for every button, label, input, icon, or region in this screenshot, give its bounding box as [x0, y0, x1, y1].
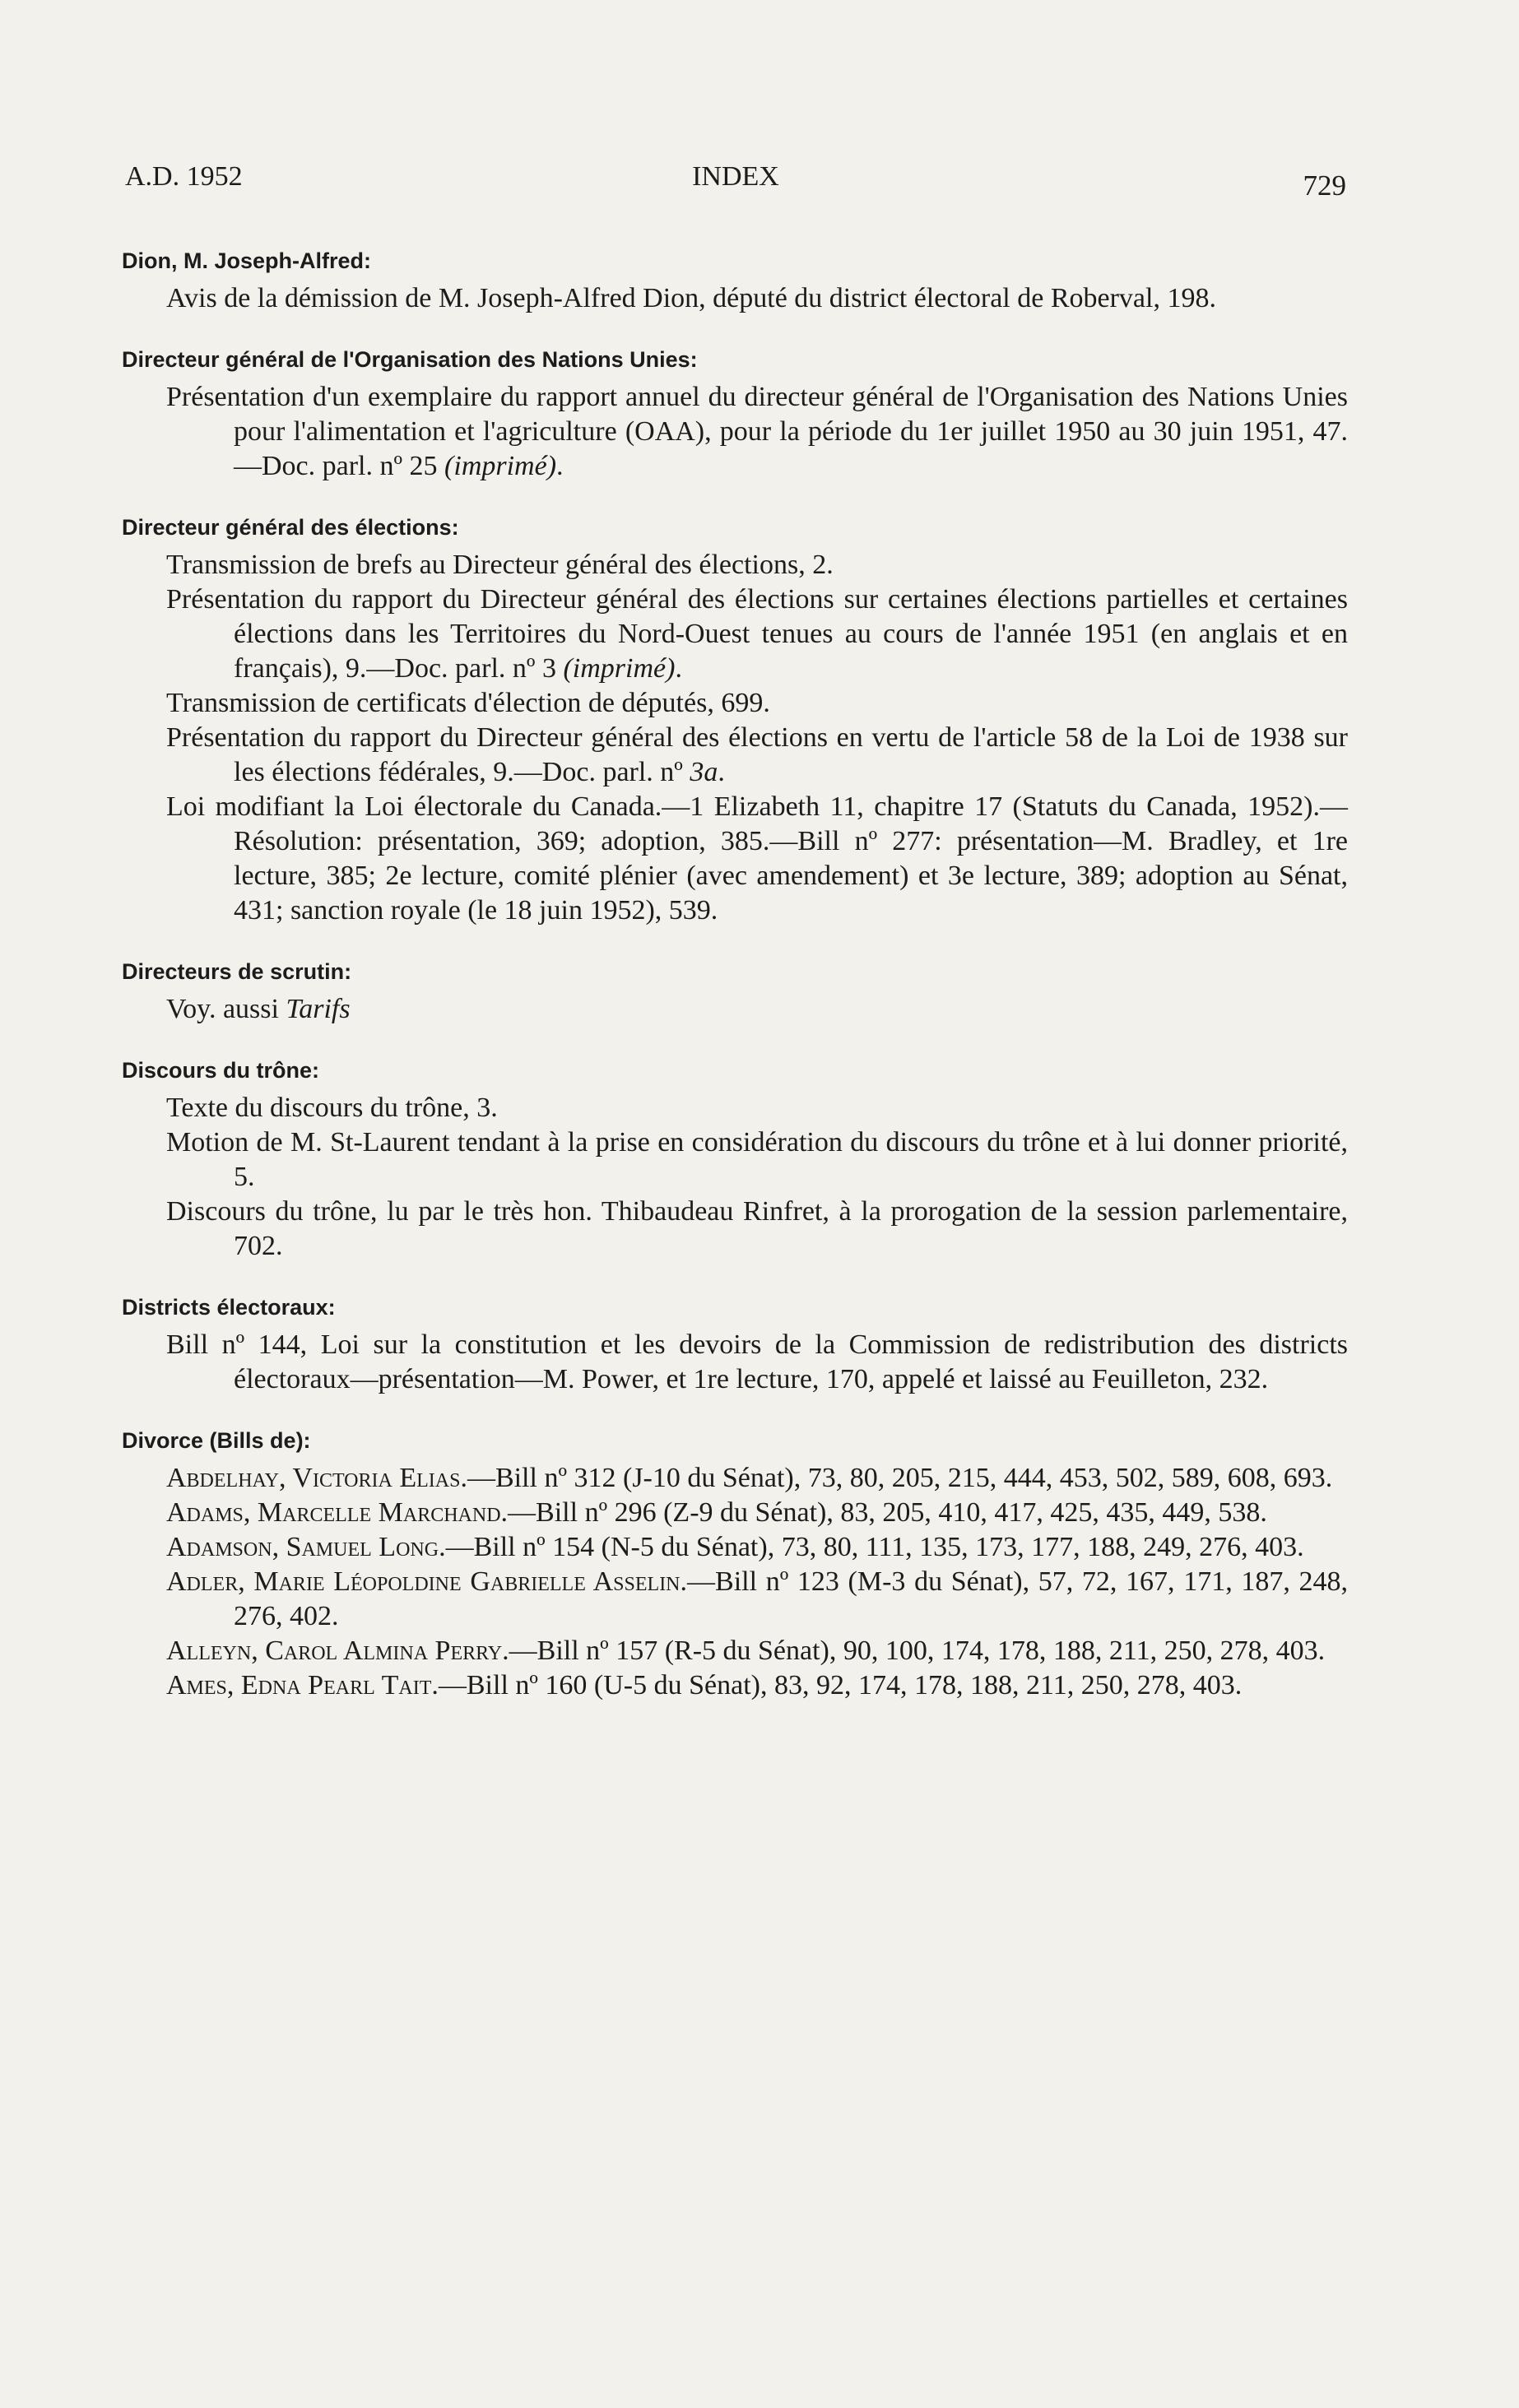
entry-name: Adler, Marie Léopoldine Gabrielle Asselin. [166, 1566, 688, 1597]
entry-italic: (imprimé) [444, 451, 557, 481]
index-entry [122, 1634, 1348, 1668]
index-entry [122, 1565, 1348, 1634]
index-heading: Dion, M. Joseph-Alfred: [122, 248, 371, 273]
entry-italic: 3a [690, 757, 718, 787]
index-entry [122, 1091, 1348, 1125]
index-entry [122, 686, 1348, 721]
index-entry [122, 1328, 1348, 1397]
index-entry [122, 1125, 1348, 1195]
index-entry: Présentation du rapport du Directeur général des élections en vertu de l'article 58 de la Loi de 1938 sur les élections fédérales, 9.—Doc. parl. nº 3a. [166, 722, 1348, 787]
index-heading: Discours du trône: [122, 1058, 320, 1083]
index-entry [122, 790, 1348, 928]
entry-text: Présentation du rapport du Directeur général des élections sur certaines élections partielles et certaines élections dans les Territoires du Nord-Ouest tenues au cours de l'année 1951 (en anglais et en français), 9.—Doc. parl. nº 3 [166, 584, 1348, 684]
entry-italic: (imprimé) [563, 653, 676, 684]
index-entry [122, 1496, 1348, 1530]
index-entry [122, 992, 1348, 1027]
index-heading: Directeur général de l'Organisation des Nations Unies: [122, 347, 698, 372]
index-section [122, 513, 1348, 928]
entry-name: Alleyn, Carol Almina Perry. [166, 1635, 509, 1666]
index-heading: Directeurs de scrutin: [122, 959, 352, 984]
entry-text: Texte du discours du trône, 3. [166, 1093, 498, 1123]
entry-text: Bill nº 144, Loi sur la constitution et les devoirs de la Commission de redistribution des districts électoraux—présentation—M. Power, et 1re lecture, 170, appelé et laissé au Feuilleton, 232. [166, 1329, 1348, 1394]
entry-text: —Bill nº 157 (R-5 du Sénat), 90, 100, 174, 178, 188, 211, 250, 278, 403. [509, 1635, 1326, 1666]
index-heading: Divorce (Bills de): [122, 1428, 311, 1453]
index-heading: Districts électoraux: [122, 1295, 336, 1320]
entry-text: Voy. aussi [166, 994, 286, 1024]
entry-name: Adamson, Samuel Long. [166, 1532, 446, 1562]
entry-text: Transmission de brefs au Directeur général des élections, 2. [166, 550, 834, 580]
header-year: A.D. 1952 [125, 161, 243, 192]
entry-text: —Bill nº 123 (M-3 du Sénat), 57, 72, 167, 171, 187, 248, 276, 402. [234, 1566, 1349, 1631]
index-section [122, 1056, 1348, 1264]
entry-text: Présentation du rapport du Directeur général des élections en vertu de l'article 58 de la Loi de 1938 sur les élections fédérales, 9.—Doc. parl. nº [166, 722, 1348, 787]
running-head [125, 161, 1346, 202]
entry-text: Motion de M. St-Laurent tendant à la prise en considération du discours du trône et à lui donner priorité, 5. [166, 1127, 1348, 1192]
entry-text: Présentation d'un exemplaire du rapport annuel du directeur général de l'Organisation des Nations Unies pour l'alimentation et l'agriculture (OAA), pour la période du 1er juillet 1950 au 30 juin 1951, 47.—Doc. parl. nº 25 [166, 382, 1348, 481]
index-entry [122, 1530, 1348, 1565]
entry-text: —Bill nº 160 (U-5 du Sénat), 83, 92, 174, 178, 188, 211, 250, 278, 403. [438, 1670, 1243, 1700]
index-entry [122, 281, 1348, 316]
entry-text: Discours du trône, lu par le très hon. Thibaudeau Rinfret, à la prorogation de la session parlementaire, 702. [166, 1196, 1348, 1261]
index-section [122, 247, 1348, 316]
entry-text: Loi modifiant la Loi électorale du Canada.—1 Elizabeth 11, chapitre 17 (Statuts du Canada, 1952).—Résolution: présentation, 369; adoption, 385.—Bill nº 277: présentation—M. Bradley, et 1re lecture, 385; 2e lecture, comité plénier (avec amendement) et 3e lecture, 389; adoption au Sénat, 431; sanction royale (le 18 juin 1952), 539. [166, 791, 1348, 926]
entry-name: Abdelhay, Victoria Elias. [166, 1463, 467, 1493]
index-section [122, 1293, 1348, 1397]
index-entry [122, 548, 1348, 582]
entry-name: Adams, Marcelle Marchand. [166, 1497, 509, 1528]
index-heading: Directeur général des élections: [122, 515, 459, 540]
entry-text: Avis de la démission de M. Joseph-Alfred Dion, député du district électoral de Roberval, 198. [166, 283, 1216, 313]
index-section [122, 958, 1348, 1027]
index-section [122, 346, 1348, 484]
index-entry [122, 1461, 1348, 1496]
index-entry [122, 1668, 1348, 1703]
entry-text: —Bill nº 296 (Z-9 du Sénat), 83, 205, 410, 417, 425, 435, 449, 538. [508, 1497, 1267, 1528]
index-section [122, 1427, 1348, 1703]
entry-text: —Bill nº 154 (N-5 du Sénat), 73, 80, 111, 135, 173, 177, 188, 249, 276, 403. [445, 1532, 1304, 1562]
index-entry [122, 1195, 1348, 1264]
entry-text: —Bill nº 312 (J-10 du Sénat), 73, 80, 205, 215, 444, 453, 502, 589, 608, 693. [467, 1463, 1333, 1493]
index-entry: Présentation d'un exemplaire du rapport annuel du directeur général de l'Organisation des Nations Unies pour l'alimentation et l'agriculture (OAA), pour la période du 1er juillet 1950 au 30 juin 1951, 47.—Doc. parl. nº 25 (imprimé). [166, 382, 1348, 481]
page-number: 729 [1303, 169, 1346, 202]
header-title: INDEX [692, 161, 779, 192]
entry-name: Ames, Edna Pearl Tait. [166, 1670, 439, 1700]
entry-text: Transmission de certificats d'élection de députés, 699. [166, 688, 770, 718]
entry-italic: Tarifs [286, 994, 351, 1024]
index-entry: Présentation du rapport du Directeur général des élections sur certaines élections partielles et certaines élections dans les Territoires du Nord-Ouest tenues au cours de l'année 1951 (en anglais et en français), 9.—Doc. parl. nº 3 (imprimé). [166, 584, 1348, 684]
index-body [122, 247, 1348, 1733]
